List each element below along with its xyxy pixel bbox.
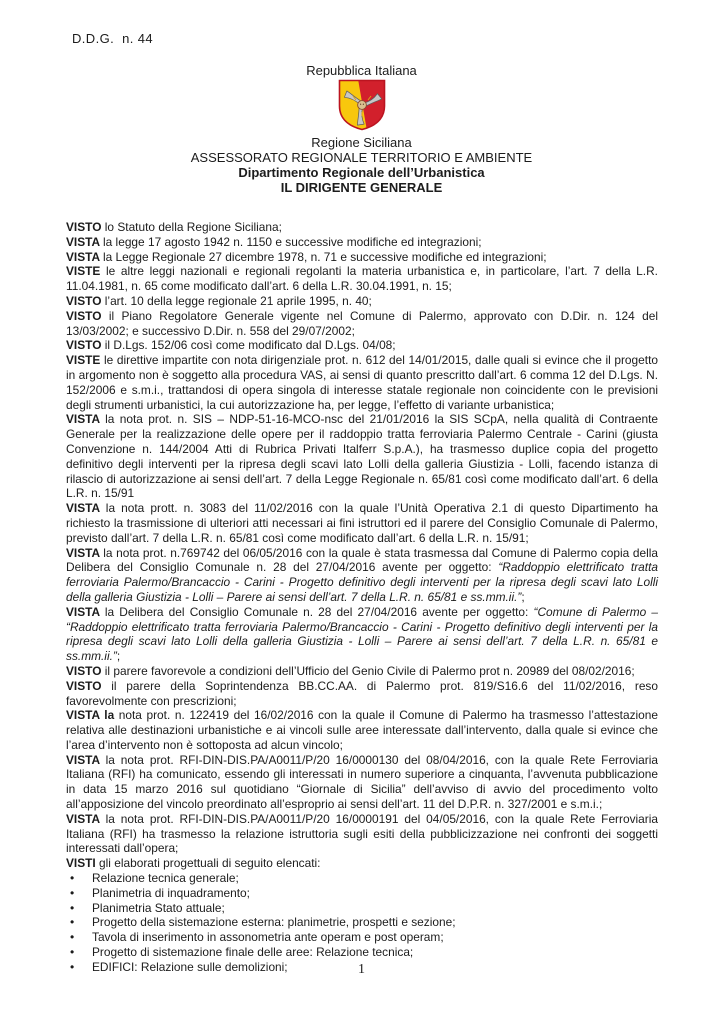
text-run: VISTO bbox=[66, 293, 105, 308]
decree-paragraph bbox=[66, 546, 658, 605]
text-run: VISTA bbox=[66, 545, 104, 560]
decree-paragraph bbox=[66, 708, 658, 752]
text-run: l’art. 10 della legge regionale 21 aprile 1995, n. 40; bbox=[104, 293, 372, 308]
decree-paragraph bbox=[66, 605, 658, 664]
page-number: 1 bbox=[358, 962, 365, 977]
text-run: VISTO bbox=[66, 678, 112, 693]
text-run: VISTI bbox=[66, 856, 100, 871]
decree-paragraph bbox=[66, 353, 658, 412]
decree-paragraph bbox=[66, 338, 658, 353]
region-name: Regione Siciliana bbox=[311, 135, 412, 150]
sicily-coat-of-arms-icon bbox=[337, 79, 387, 131]
text-run: VISTA bbox=[66, 811, 106, 826]
text-run: la nota prot. RFI-DIN-DIS.PA/A0011/P/20 16/0000130 del 08/04/2016, con la quale Rete Ferroviaria Italiana (RFI) ha comunicato, essendo gli interessati in numero superiore a cinquanta, l’avvenuta pubblicazione in data 15 marzo 2016 sul quotidiano “Giornale di Sicilia” dell’avviso di avvio del procedimento volto all’apposizione del vincolo preordinato all’esproprio ai sensi dell’art. 11 del D.P.R. n. 327/2001 e s.m.i.; bbox=[66, 752, 658, 812]
text-run: la nota prot. n. SIS – NDP-51-16-MCO-nsc del 21/01/2016 la SIS SCpA, nella qualità di Contraente Generale per la realizzazione delle opere per il raddoppio tratta ferroviaria Palermo Centrale - Carini (giusta Convenzione n. 144/2004 Atti di Rubrica Privati Italferr S.p.A.), ha trasmesso duplice copia del progetto definitivo degli interventi per la ripresa degli scavi lato Lolli della galleria Giustizia - Lolli, facendo istanza di rilascio di autorizzazione ai sensi dell’art. 7 della Legge Regionale n. 65/81 così come modificato dall’art. 6 della L.R. n. 15/91 bbox=[66, 412, 658, 501]
decree-paragraph bbox=[66, 812, 658, 856]
bullet-item: • Relazione tecnica generale; bbox=[66, 871, 658, 886]
bullet-item: • Planimetria Stato attuale; bbox=[66, 901, 658, 916]
bullet-item: • EDIFICI: Relazione sulle demolizioni; bbox=[66, 960, 658, 975]
text-run: VISTA bbox=[66, 249, 103, 264]
decree-paragraph bbox=[66, 264, 658, 294]
text-run: VISTO bbox=[66, 338, 105, 353]
text-run: VISTO bbox=[66, 220, 105, 234]
decree-paragraph bbox=[66, 664, 658, 679]
text-run: gli elaborati progettuali di seguito elencati: bbox=[99, 856, 321, 871]
text-run: il parere favorevole a condizioni dell’Ufficio del Genio Civile di Palermo prot n. 20989 del 08/02/2016; bbox=[104, 663, 635, 678]
decree-paragraph bbox=[66, 220, 658, 235]
department-name: Dipartimento Regionale dell’Urbanistica bbox=[238, 165, 485, 180]
text-run: la nota prott. n. 3083 del 11/02/2016 con la quale l’Unità Operativa 2.1 di questo Dipartimento ha richiesto la trasmissione di ulteriori atti necessari ai fini istruttori ed il parere del Consiglio Comunale di Palermo, previsto dall’art. 7 della L.R. n. 65/81 così come modificato dall’art. 6 della L.R. n. 15/91; bbox=[66, 501, 658, 545]
text-run: la nota prot. RFI-DIN-DIS.PA/A0011/P/20 16/0000191 del 04/05/2016, con la quale Rete Ferroviaria Italiana (RFI) ha trasmesso la relazione istruttoria sugli esiti della pubblicizzazione nei confronti dei soggetti interessati dall’opera; bbox=[66, 811, 658, 856]
decree-paragraph bbox=[66, 501, 658, 545]
decree-paragraph bbox=[66, 679, 658, 709]
decree-paragraph bbox=[66, 412, 658, 501]
text-run: VISTO bbox=[66, 663, 105, 678]
decree-paragraph bbox=[66, 294, 658, 309]
text-run: VISTA bbox=[66, 234, 103, 249]
decree-paragraph bbox=[66, 753, 658, 812]
text-run: il Piano Regolatore Generale vigente nel Comune di Palermo, approvato con D.Dir. n. 124 del 13/03/2002; e successivo D.Dir. n. 558 del 29/07/2002; bbox=[66, 308, 658, 338]
bullet-item: • Tavola di inserimento in assonometria ante operam e post operam; bbox=[66, 930, 658, 945]
text-run: “Comune di Palermo – “Raddoppio elettrificato tratta ferroviaria Palermo/Brancaccio - Carini - Progetto definitivo degli interventi per la ripresa degli scavi lato Lolli della galleria Giustizia - Lolli – Parere ai sensi dell’art. 7 della L.R. n. 65/81 e ss.mm.ii.” bbox=[66, 604, 658, 664]
bullet-list bbox=[66, 871, 658, 975]
text-run: ; bbox=[116, 649, 121, 664]
text-run: lo Statuto della Regione Siciliana; bbox=[104, 220, 282, 234]
text-run: VISTO bbox=[66, 308, 109, 323]
bullet-item: • Progetto della sistemazione esterna: planimetrie, prospetti e sezione; bbox=[66, 915, 658, 930]
text-run: VISTA bbox=[66, 752, 106, 767]
text-run: ; bbox=[521, 589, 525, 604]
decree-number: D.D.G. n. 44 bbox=[72, 31, 154, 46]
text-run: VISTE bbox=[66, 264, 106, 279]
bullet-item: • Progetto di sistemazione finale delle aree: Relazione tecnica; bbox=[66, 945, 658, 960]
text-run: la nota prot. n.769742 del 06/05/2016 con la quale è stata trasmessa dal Comune di Palermo copia della Delibera del Consiglio Comunale n. 28 del 27/04/2016 avente per oggetto: bbox=[66, 545, 658, 575]
decree-paragraphs bbox=[66, 220, 658, 871]
signer-role: IL DIRIGENTE GENERALE bbox=[280, 180, 443, 195]
bullet-item: • Planimetria di inquadramento; bbox=[66, 886, 658, 901]
decree-paragraph bbox=[66, 235, 658, 250]
text-run: le altre leggi nazionali e regionali regolanti la materia urbanistica e, in particolare, l’art. 7 della L.R. 11.04.1981, n. 65 come modificato dall’art. 6 della L.R. 30.04.1991, n. 15; bbox=[66, 264, 658, 294]
text-run: la legge 17 agosto 1942 n. 1150 e successive modifiche ed integrazioni; bbox=[103, 234, 482, 249]
text-run: VISTA bbox=[66, 501, 106, 516]
document-header bbox=[0, 63, 723, 195]
text-run: VISTE bbox=[66, 353, 104, 368]
text-run: VISTA bbox=[66, 604, 105, 619]
text-run: nota prot. n. 122419 del 16/02/2016 con la quale il Comune di Palermo ha trasmesso l’attestazione relativa alle destinazioni urbanistiche e ai vincoli sulle aree interessate dall’intervento, dalla quale si evince che l’area d’intervento non è sottoposta ad alcun vincolo; bbox=[66, 708, 659, 752]
text-run: VISTA la bbox=[66, 708, 119, 723]
text-run: la Legge Regionale 27 dicembre 1978, n. 71 e successive modifiche ed integrazioni; bbox=[103, 249, 547, 264]
text-run: il D.Lgs. 152/06 così come modificato dal D.Lgs. 04/08; bbox=[104, 338, 396, 353]
text-run: VISTA bbox=[66, 412, 106, 427]
text-run: la Delibera del Consiglio Comunale n. 28 del 27/04/2016 avente per oggetto: bbox=[104, 604, 534, 619]
text-run: “Raddoppio elettrificato tratta ferroviaria Palermo/Brancaccio - Carini - Progetto definitivo degli interventi per la ripresa degli scavi lato Lolli della galleria Giustizia - Lolli – Parere ai sensi dell’art. 7 della L.R. n. 65/81 e ss.mm.ii.” bbox=[66, 560, 658, 604]
decree-paragraph bbox=[66, 856, 658, 871]
office-name: ASSESSORATO REGIONALE TERRITORIO E AMBIENTE bbox=[190, 150, 533, 165]
decree-paragraph bbox=[66, 250, 658, 265]
decree-paragraph bbox=[66, 309, 658, 339]
decree-body bbox=[66, 220, 658, 975]
republic-title: Repubblica Italiana bbox=[306, 63, 417, 78]
text-run: le direttive impartite con nota dirigenziale prot. n. 612 del 14/01/2015, dalle quali si evince che il progetto in argomento non è soggetto alla procedura VAS, ai sensi di quanto prescritto dall’art. 6 comma 12 del D.Lgs. N. 152/2006 e s.m.i., trattandosi di opera singola di interesse statale regionale non coincidente con le previsioni degli strumenti urbanistici, la cui autorizzazione ha, per legge, l’effetto di variante urbanistica; bbox=[66, 353, 658, 412]
text-run: il parere della Soprintendenza BB.CC.AA. di Palermo prot. 819/S16.6 del 11/02/2016, reso favorevolmente con prescrizioni; bbox=[66, 678, 658, 708]
